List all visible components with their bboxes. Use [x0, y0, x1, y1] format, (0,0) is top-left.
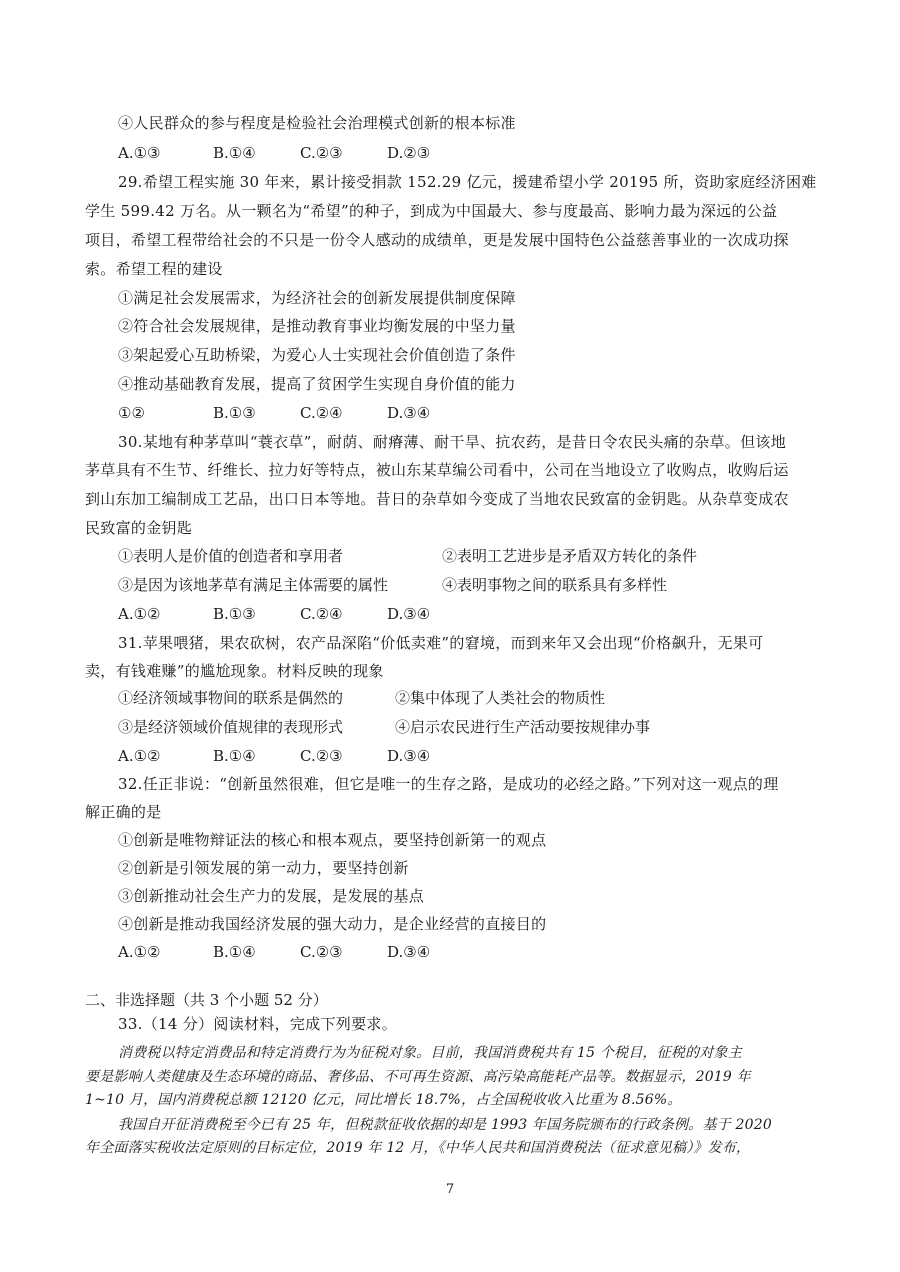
- q28-option-a: A.①③: [118, 144, 161, 162]
- q31-item-1: ①经济领域事物间的联系是偶然的: [118, 689, 344, 707]
- q29-stem-line-2: 学生 599.42 万名。从一颗名为“希望”的种子，到成为中国最大、参与度最高、影响力最为深远的公益: [85, 202, 778, 220]
- q29-options: [118, 403, 430, 423]
- q30-option-c: C.②④: [300, 605, 343, 623]
- q32-option-b: B.①④: [213, 943, 256, 961]
- q28-options: [118, 143, 430, 163]
- q29-stem-line-4: 索。希望工程的建设: [85, 260, 223, 278]
- q32-option-d: D.③④: [387, 943, 431, 961]
- q32-stem-line-1: 32.任正非说：“创新虽然很难，但它是唯一的生存之路，是成功的必经之路。”下列对这一观点的理: [118, 775, 779, 793]
- q32-option-c: C.②③: [300, 943, 343, 961]
- q28-option-c: C.②③: [300, 144, 343, 162]
- q29-item-4: ④推动基础教育发展，提高了贫困学生实现自身价值的能力: [118, 375, 516, 393]
- q30-item-3: ③是因为该地茅草有满足主体需要的属性: [118, 576, 389, 594]
- q32-item-3: ③创新推动社会生产力的发展，是发展的基点: [118, 887, 425, 905]
- q33-stem: 33.（14 分）阅读材料，完成下列要求。: [118, 1015, 398, 1033]
- q31-options: [118, 746, 430, 766]
- q29-item-2: ②符合社会发展规律，是推动教育事业均衡发展的中坚力量: [118, 317, 516, 335]
- q30-options: [118, 604, 430, 624]
- q30-option-d: D.③④: [387, 605, 431, 623]
- q33-material-line-2: 要是影响人类健康及生态环境的商品、奢侈品、不可再生资源、高污染高能耗产品等。数据显示，2019 年: [85, 1069, 751, 1085]
- q31-option-a: A.①②: [118, 747, 161, 765]
- q29-stem-line-1: 29.希望工程实施 30 年来，累计接受捐款 152.29 亿元，援建希望小学 20195 所，资助家庭经济困难: [118, 173, 817, 191]
- q32-item-4: ④创新是推动我国经济发展的强大动力，是企业经营的直接目的: [118, 915, 547, 933]
- q32-options: [118, 942, 430, 962]
- q30-option-a: A.①②: [118, 605, 161, 623]
- q29-stem-line-3: 项目，希望工程带给社会的不只是一份令人感动的成绩单，更是发展中国特色公益慈善事业的一次成功探: [85, 231, 789, 249]
- q30-stem-line-2: 茅草具有不生节、纤维长、拉力好等特点，被山东某草编公司看中，公司在当地设立了收购点，收购后运: [85, 461, 789, 479]
- q30-item-1: ①表明人是价值的创造者和享用者: [118, 547, 344, 565]
- q29-option-c: C.②④: [300, 404, 343, 422]
- q33-material-line-5: 年全面落实税收法定原则的目标定位，2019 年 12 月，《中华人民共和国消费税法（征求意见稿）》发布，: [85, 1140, 751, 1156]
- q29-item-1: ①满足社会发展需求，为经济社会的创新发展提供制度保障: [118, 289, 516, 307]
- q32-item-1: ①创新是唯物辩证法的核心和根本观点，要坚持创新第一的观点: [118, 831, 547, 849]
- q30-item-4: ④表明事物之间的联系具有多样性: [442, 576, 668, 594]
- q28-option-d: D.②③: [387, 144, 431, 162]
- q30-stem-line-4: 民致富的金钥匙: [85, 519, 193, 537]
- q29-option-d: D.③④: [387, 404, 431, 422]
- q33-material-line-3: 1~10 月，国内消费税总额 12120 亿元，同比增长 18.7%，占全国税收收入比重为 8.56%。: [85, 1092, 682, 1108]
- q30-stem-line-1: 30.某地有种茅草叫“蓑衣草”，耐荫、耐瘠薄、耐干旱、抗农药，是昔日令农民头痛的杂草。但该地: [118, 433, 786, 451]
- q29-option-a: ①②: [118, 404, 145, 422]
- q30-item-2: ②表明工艺进步是矛盾双方转化的条件: [442, 547, 698, 565]
- q32-stem-line-2: 解正确的是: [85, 803, 162, 821]
- q33-material-line-1: 消费税以特定消费品和特定消费行为为征税对象。目前，我国消费税共有 15 个税目，征税的对象主: [118, 1045, 742, 1061]
- q31-option-c: C.②③: [300, 747, 343, 765]
- q30-stem-line-3: 到山东加工编制成工艺品，出口日本等地。昔日的杂草如今变成了当地农民致富的金钥匙。从杂草变成农: [85, 490, 789, 508]
- section-2-heading: 二、非选择题（共 3 个小题 52 分）: [85, 991, 328, 1009]
- q31-option-d: D.③④: [387, 747, 431, 765]
- q31-item-3: ③是经济领域价值规律的表现形式: [118, 718, 344, 736]
- q31-item-4: ④启示农民进行生产活动要按规律办事: [395, 718, 651, 736]
- q29-option-b: B.①③: [213, 404, 256, 422]
- q31-stem-line-1: 31.苹果喂猪，果农砍树，农产品深陷“价低卖难”的窘境，而到来年又会出现“价格飙升，无果可: [118, 634, 764, 652]
- q32-item-2: ②创新是引领发展的第一动力，要坚持创新: [118, 859, 409, 877]
- q31-option-b: B.①④: [213, 747, 256, 765]
- q32-option-a: A.①②: [118, 943, 161, 961]
- q30-option-b: B.①③: [213, 605, 256, 623]
- q31-stem-line-2: 卖，有钱难赚”的尴尬现象。材料反映的现象: [85, 662, 384, 680]
- q28-item-4: ④人民群众的参与程度是检验社会治理模式创新的根本标准: [118, 114, 516, 132]
- page-number: 7: [445, 1182, 455, 1197]
- q29-item-3: ③架起爱心互助桥梁，为爱心人士实现社会价值创造了条件: [118, 346, 516, 364]
- q33-material-line-4: 我国自开征消费税至今已有 25 年，但税款征收依据的却是 1993 年国务院颁布的行政条例。基于 2020: [118, 1117, 772, 1133]
- q31-item-2: ②集中体现了人类社会的物质性: [395, 689, 606, 707]
- q28-option-b: B.①④: [213, 144, 256, 162]
